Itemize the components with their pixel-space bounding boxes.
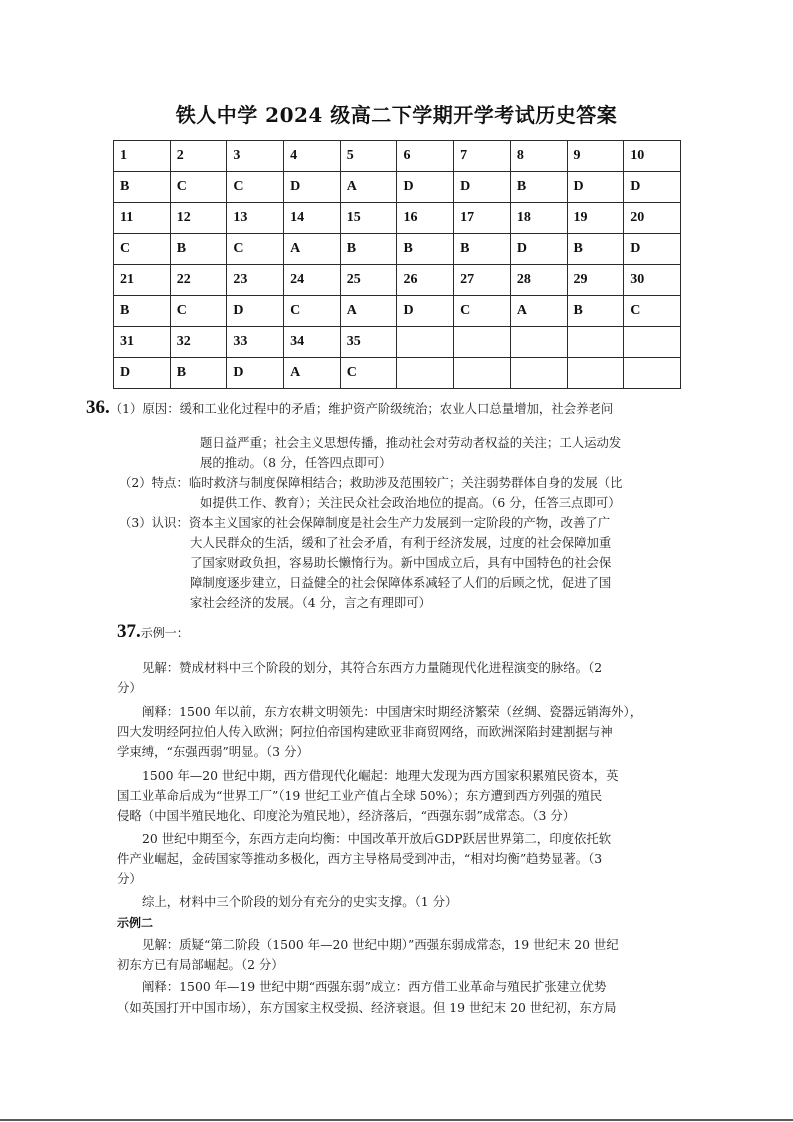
answer-cell: A bbox=[510, 296, 567, 327]
ex1-p2-line1: 1500 年—20 世纪中期，西方借现代化崛起：地理大发现为西方国家积累殖民资本，英 bbox=[142, 768, 619, 783]
question-number-cell: 20 bbox=[624, 203, 681, 234]
answer-cell: D bbox=[567, 172, 624, 203]
answer-cell: C bbox=[284, 296, 341, 327]
ex1-p3-line3: 分） bbox=[117, 871, 142, 886]
question-number-cell: 14 bbox=[284, 203, 341, 234]
question-number-cell: 6 bbox=[397, 141, 454, 172]
question-number-cell: 19 bbox=[567, 203, 624, 234]
ex1-p3-line2: 件产业崛起，金砖国家等推动多极化，西方主导格局受到冲击，“相对均衡”趋势显著。（3 bbox=[117, 851, 603, 866]
question-number-cell: 2 bbox=[170, 141, 227, 172]
answer-cell: B bbox=[340, 234, 397, 265]
answer-cell: B bbox=[454, 234, 511, 265]
question-number-row bbox=[114, 203, 681, 234]
question-number-cell: 16 bbox=[397, 203, 454, 234]
question-number-cell: 30 bbox=[624, 265, 681, 296]
answer-cell bbox=[454, 358, 511, 389]
answer-cell: D bbox=[510, 234, 567, 265]
question-number-row bbox=[114, 327, 681, 358]
q36-part1-text: （1）原因：缓和工业化过程中的矛盾；维护资产阶级统治；农业人口总量增加，社会养老问 bbox=[109, 401, 614, 416]
question-number-cell: 24 bbox=[284, 265, 341, 296]
question-number-cell: 28 bbox=[510, 265, 567, 296]
question-number-cell bbox=[567, 327, 624, 358]
answer-cell bbox=[397, 358, 454, 389]
question-number-cell: 35 bbox=[340, 327, 397, 358]
answer-row bbox=[114, 234, 681, 265]
question-number-cell: 15 bbox=[340, 203, 397, 234]
question-number-cell: 31 bbox=[114, 327, 171, 358]
q37-heading bbox=[117, 622, 189, 643]
question-number-cell: 17 bbox=[454, 203, 511, 234]
question-number-cell bbox=[624, 327, 681, 358]
answer-row bbox=[114, 296, 681, 327]
question-number-cell: 27 bbox=[454, 265, 511, 296]
answer-cell: B bbox=[397, 234, 454, 265]
q36-part2-line2: 如提供工作、教育）；关注民众社会政治地位的提高。（6 分，任答三点即可） bbox=[200, 495, 621, 510]
question-number-cell: 13 bbox=[227, 203, 284, 234]
answer-cell: D bbox=[397, 296, 454, 327]
question-number-cell: 12 bbox=[170, 203, 227, 234]
answer-cell: A bbox=[340, 296, 397, 327]
example2-label: 示例二 bbox=[117, 916, 154, 930]
question-number-cell: 29 bbox=[567, 265, 624, 296]
ex1-p1-line3: 学束缚，“东强西弱”明显。（3 分） bbox=[117, 744, 309, 759]
question-number-cell: 9 bbox=[567, 141, 624, 172]
ex1-p2-line3: 侵略（中国半殖民地化、印度沦为殖民地），经济落后，“西强东弱”成常态。（3 分） bbox=[117, 808, 576, 823]
question-number-cell: 10 bbox=[624, 141, 681, 172]
answer-cell: B bbox=[170, 358, 227, 389]
answer-cell: B bbox=[114, 296, 171, 327]
q36-part3-line1: （3）认识：资本主义国家的社会保障制度是社会生产力发展到一定阶段的产物，改善了广 bbox=[119, 515, 611, 530]
answer-cell bbox=[624, 358, 681, 389]
question-number-cell bbox=[454, 327, 511, 358]
question-number-cell: 33 bbox=[227, 327, 284, 358]
q36-part3-line4: 障制度逐步建立，日益健全的社会保障体系减轻了人们的后顾之忧，促进了国 bbox=[190, 575, 612, 590]
answer-cell bbox=[510, 358, 567, 389]
question-number-cell: 18 bbox=[510, 203, 567, 234]
answer-cell: A bbox=[284, 234, 341, 265]
answer-cell: A bbox=[284, 358, 341, 389]
page-title: 铁人中学 2024 级高二下学期开学考试历史答案 bbox=[175, 103, 618, 127]
question-number-row bbox=[114, 141, 681, 172]
ex2-view-line2: 初东方已有局部崛起。（2 分） bbox=[117, 957, 284, 972]
answer-cell: C bbox=[454, 296, 511, 327]
ex2-p1-line1: 阐释：1500 年—19 世纪中期“西强东弱”成立：西方借工业革命与殖民扩张建立优势 bbox=[142, 979, 607, 994]
answer-cell: D bbox=[624, 234, 681, 265]
question-number-cell: 11 bbox=[114, 203, 171, 234]
page-bottom-divider bbox=[0, 1119, 793, 1121]
question-number-cell: 23 bbox=[227, 265, 284, 296]
answer-cell: C bbox=[227, 172, 284, 203]
q36-part1-line2: 题日益严重；社会主义思想传播，推动社会对劳动者权益的关注；工人运动发 bbox=[200, 435, 622, 450]
answer-cell: B bbox=[170, 234, 227, 265]
answer-cell: D bbox=[454, 172, 511, 203]
example1-label: 示例一： bbox=[140, 626, 189, 640]
ex1-summary: 综上，材料中三个阶段的划分有充分的史实支撑。（1 分） bbox=[142, 894, 458, 909]
question-number-cell: 3 bbox=[227, 141, 284, 172]
q36-part3-line3: 了国家财政负担，容易助长懒惰行为。新中国成立后，具有中国特色的社会保 bbox=[190, 555, 612, 570]
ex1-view-line1: 见解：赞成材料中三个阶段的划分，其符合东西方力量随现代化进程演变的脉络。（2 bbox=[142, 660, 603, 675]
question-number-cell: 25 bbox=[340, 265, 397, 296]
question-number-cell: 1 bbox=[114, 141, 171, 172]
q36-part3-line2: 大人民群众的生活，缓和了社会矛盾，有利于经济发展，过度的社会保障加重 bbox=[190, 535, 612, 550]
question-number-cell: 7 bbox=[454, 141, 511, 172]
answer-cell: D bbox=[227, 358, 284, 389]
answer-cell: C bbox=[170, 296, 227, 327]
ex2-p1-line2: （如英国打开中国市场），东方国家主权受损、经济衰退。但 19 世纪末 20 世纪初，东方局 bbox=[117, 1000, 617, 1015]
ex1-p1-line1: 阐释：1500 年以前，东方农耕文明领先：中国唐宋时期经济繁荣（丝绸、瓷器远销海外）， bbox=[142, 704, 643, 719]
question-number-cell: 22 bbox=[170, 265, 227, 296]
q37-number: 37. bbox=[117, 621, 141, 642]
answer-cell: D bbox=[284, 172, 341, 203]
answer-cell: B bbox=[114, 172, 171, 203]
ex1-view-line2: 分） bbox=[117, 680, 142, 695]
answer-cell: D bbox=[114, 358, 171, 389]
question-number-cell: 5 bbox=[340, 141, 397, 172]
ex1-p1-line2: 四大发明经阿拉伯人传入欧洲；阿拉伯帝国构建欧亚非商贸网络，而欧洲深陷封建割据与神 bbox=[117, 724, 613, 739]
ex1-p2-line2: 国工业革命后成为“世界工厂”（19 世纪工业产值占全球 50%）；东方遭到西方列强的殖民 bbox=[117, 788, 603, 803]
answer-cell bbox=[567, 358, 624, 389]
question-number-cell: 21 bbox=[114, 265, 171, 296]
question-number-cell: 32 bbox=[170, 327, 227, 358]
question-number-cell bbox=[397, 327, 454, 358]
answer-cell: C bbox=[624, 296, 681, 327]
ex1-p3-line1: 20 世纪中期至今，东西方走向均衡：中国改革开放后GDP跃居世界第二，印度依托软 bbox=[142, 831, 612, 846]
answer-cell: C bbox=[227, 234, 284, 265]
answer-cell: C bbox=[340, 358, 397, 389]
q36-part3-line5: 家社会经济的发展。（4 分，言之有理即可） bbox=[190, 595, 432, 610]
answer-cell: B bbox=[510, 172, 567, 203]
q36-part2-line1: （2）特点：临时救济与制度保障相结合；救助涉及范围较广；关注弱势群体自身的发展（比 bbox=[119, 475, 623, 490]
answer-table bbox=[113, 140, 681, 389]
answer-cell: D bbox=[624, 172, 681, 203]
answer-row bbox=[114, 172, 681, 203]
question-number-row bbox=[114, 265, 681, 296]
answer-cell: D bbox=[227, 296, 284, 327]
question-number-cell: 26 bbox=[397, 265, 454, 296]
question-number-cell bbox=[510, 327, 567, 358]
question-number-cell: 34 bbox=[284, 327, 341, 358]
answer-row bbox=[114, 358, 681, 389]
q36-part1-line1 bbox=[86, 398, 613, 419]
q36-part1-line3: 展的推动。（8 分，任答四点即可） bbox=[200, 455, 392, 470]
q36-number: 36. bbox=[86, 397, 110, 418]
answer-cell: C bbox=[170, 172, 227, 203]
question-number-cell: 8 bbox=[510, 141, 567, 172]
ex2-view-line1: 见解：质疑“第二阶段（1500 年—20 世纪中期）”西强东弱成常态，19 世纪末 20 世纪 bbox=[142, 937, 619, 952]
answer-cell: C bbox=[114, 234, 171, 265]
answer-cell: A bbox=[340, 172, 397, 203]
answer-cell: B bbox=[567, 234, 624, 265]
answer-cell: B bbox=[567, 296, 624, 327]
question-number-cell: 4 bbox=[284, 141, 341, 172]
answer-cell: D bbox=[397, 172, 454, 203]
